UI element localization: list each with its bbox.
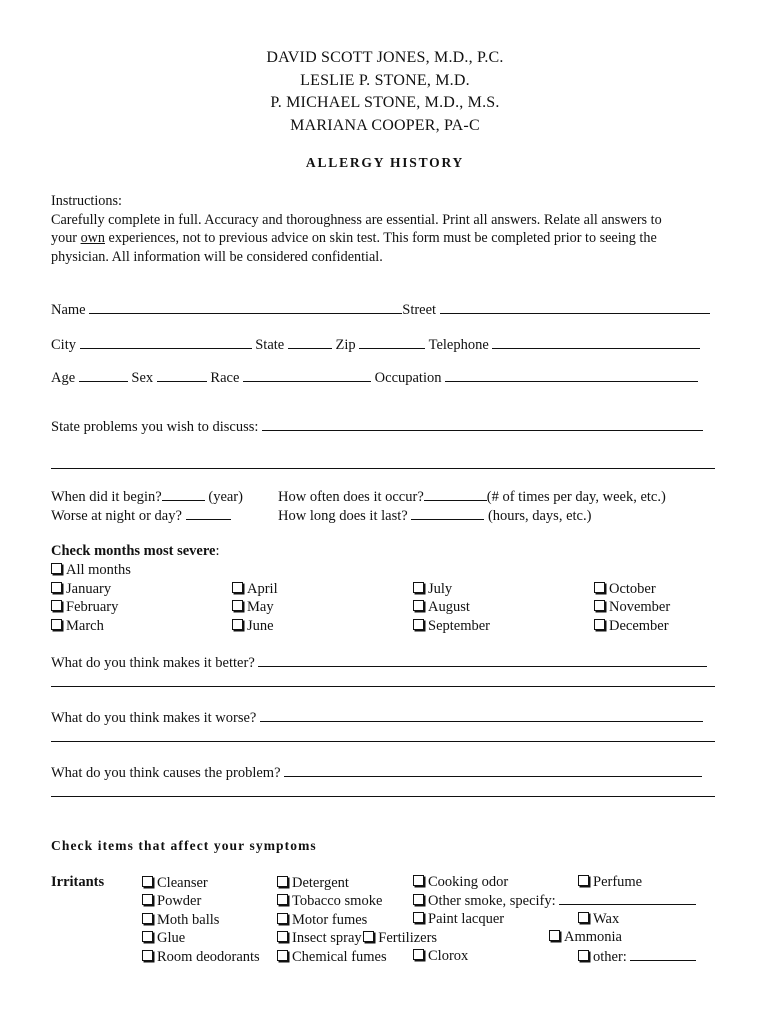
hours-days-label: (hours, days, etc.) <box>487 508 592 524</box>
months-heading-colon: : <box>215 543 220 559</box>
checkbox-icon[interactable] <box>277 950 288 961</box>
checkbox-september[interactable] <box>413 617 490 635</box>
month-label: February <box>66 599 119 616</box>
month-label: All months <box>66 562 131 578</box>
month-label: August <box>428 599 470 616</box>
state-field[interactable] <box>288 336 332 349</box>
state-label: State <box>255 337 285 353</box>
checkbox-cooking-odor[interactable] <box>413 874 508 891</box>
other-field[interactable] <box>630 948 696 961</box>
age-field[interactable] <box>79 369 128 382</box>
times-per-label: (# of times per day, week, etc.) <box>486 489 666 505</box>
checkbox-june[interactable] <box>232 617 278 635</box>
practice-header <box>0 47 770 137</box>
months-column-4 <box>594 580 670 635</box>
irritant-label: Ammonia <box>564 929 622 945</box>
checkbox-all-months[interactable] <box>51 562 131 579</box>
causes-field-line-2[interactable] <box>51 796 715 797</box>
city-field[interactable] <box>80 336 252 349</box>
problems-label: State problems you wish to discuss: <box>51 419 259 435</box>
other-smoke-field[interactable] <box>559 892 696 905</box>
better-field-line-2[interactable] <box>51 686 715 687</box>
checkbox-icon[interactable] <box>549 930 560 941</box>
month-label: June <box>247 617 274 634</box>
worse-night-label: Worse at night or day? <box>51 508 182 524</box>
instructions-heading: Instructions: <box>51 193 122 209</box>
form-title: ALLERGY HISTORY <box>305 155 465 170</box>
symptoms-heading: Check items that affect your symptoms <box>51 838 317 853</box>
month-label: April <box>247 581 278 597</box>
checkbox-clorox[interactable] <box>413 948 468 965</box>
year-label: (year) <box>208 489 243 505</box>
how-often-field[interactable] <box>424 488 487 501</box>
checkbox-icon[interactable] <box>578 950 589 961</box>
checkbox-icon[interactable] <box>413 894 424 905</box>
irritant-label: Detergent <box>292 875 349 891</box>
checkbox-february[interactable] <box>51 598 118 616</box>
irritant-label: Cooking odor <box>428 874 509 890</box>
causes-field[interactable] <box>284 764 702 777</box>
irritant-label: other: <box>593 949 627 965</box>
checkbox-insect-spray[interactable] <box>277 930 362 946</box>
checkbox-july[interactable] <box>413 580 490 598</box>
irritant-label: Motor fumes <box>292 911 368 928</box>
checkbox-perfume[interactable] <box>578 874 642 891</box>
telephone-label: Telephone <box>428 337 489 353</box>
header-line: P. MICHAEL STONE, M.D., M.S. <box>270 94 500 111</box>
checkbox-icon[interactable] <box>413 582 424 593</box>
instructions-text: Carefully complete in full. Accuracy and thoroughness are essential. Print all answers. Relate all answers to <box>51 211 662 228</box>
telephone-field[interactable] <box>492 336 700 349</box>
header-line: DAVID SCOTT JONES, M.D., P.C. <box>266 49 504 66</box>
irritant-label: Cleanser <box>157 875 208 891</box>
worse-night-field[interactable] <box>186 507 231 520</box>
checkbox-icon[interactable] <box>594 582 605 593</box>
checkbox-icon[interactable] <box>578 875 589 886</box>
causes-label: What do you think causes the problem? <box>51 765 281 781</box>
checkbox-icon[interactable] <box>578 912 589 923</box>
worse-field-line-2[interactable] <box>51 741 715 742</box>
city-label: City <box>51 337 76 353</box>
checkbox-icon[interactable] <box>277 913 288 924</box>
checkbox-november[interactable] <box>594 598 670 616</box>
checkbox-wax[interactable] <box>578 911 619 928</box>
irritant-label: Paint lacquer <box>428 911 505 927</box>
better-field[interactable] <box>258 654 707 667</box>
month-label: September <box>428 617 491 634</box>
checkbox-december[interactable] <box>594 617 670 635</box>
checkbox-icon[interactable] <box>413 619 424 630</box>
checkbox-cleanser[interactable] <box>142 874 260 892</box>
street-label: Street <box>402 302 437 318</box>
checkbox-icon[interactable] <box>232 600 243 611</box>
checkbox-other[interactable] <box>578 948 696 966</box>
name-field[interactable] <box>89 301 402 314</box>
months-heading: Check months most severe <box>51 543 216 559</box>
street-field[interactable] <box>440 301 710 314</box>
problems-field-line-2[interactable] <box>51 468 715 469</box>
checkbox-icon[interactable] <box>413 875 424 886</box>
irritant-label: Room deodorants <box>157 948 260 965</box>
month-label: May <box>247 599 274 616</box>
checkbox-room-deodorants[interactable] <box>142 948 260 966</box>
checkbox-icon[interactable] <box>413 600 424 611</box>
checkbox-icon[interactable] <box>142 950 153 961</box>
month-label: January <box>66 581 112 597</box>
checkbox-icon[interactable] <box>142 876 153 887</box>
checkbox-paint-lacquer[interactable] <box>413 911 504 928</box>
when-begin-label: When did it begin? <box>51 489 162 505</box>
zip-field[interactable] <box>359 336 425 349</box>
zip-label: Zip <box>335 337 356 353</box>
months-column-1 <box>51 580 118 635</box>
checkbox-icon[interactable] <box>142 931 153 942</box>
checkbox-icon[interactable] <box>363 931 374 942</box>
irritant-label: Fertilizers <box>378 930 438 947</box>
how-long-field[interactable] <box>411 507 484 520</box>
checkbox-moth-balls[interactable] <box>142 911 260 929</box>
instructions-text: your <box>51 230 81 246</box>
month-label: July <box>428 581 453 597</box>
checkbox-icon[interactable] <box>142 894 153 905</box>
checkbox-august[interactable] <box>413 598 490 616</box>
checkbox-icon[interactable] <box>51 563 62 574</box>
checkbox-icon[interactable] <box>51 619 62 630</box>
checkbox-other-smoke[interactable] <box>413 892 696 910</box>
checkbox-icon[interactable] <box>51 582 62 593</box>
months-column-2 <box>232 580 278 635</box>
checkbox-icon[interactable] <box>413 912 424 923</box>
instructions <box>51 192 731 266</box>
better-label: What do you think makes it better? <box>51 655 255 671</box>
irritant-label: Glue <box>157 930 186 947</box>
age-label: Age <box>51 370 76 386</box>
month-label: October <box>609 581 656 597</box>
irritant-label: Powder <box>157 893 202 910</box>
sex-field[interactable] <box>157 369 207 382</box>
checkbox-icon[interactable] <box>232 582 243 593</box>
worse-label: What do you think makes it worse? <box>51 710 257 726</box>
how-often-label: How often does it occur? <box>278 489 424 505</box>
how-long-label: How long does it last? <box>278 508 408 524</box>
instructions-own: own <box>80 230 105 246</box>
irritants-label: Irritants <box>51 874 105 890</box>
instructions-text: experiences, not to previous advice on skin test. This form must be completed prior to seeing the <box>105 230 657 246</box>
header-line: MARIANA COOPER, PA-C <box>290 116 480 134</box>
problems-field[interactable] <box>262 418 703 431</box>
name-label: Name <box>51 302 86 318</box>
month-label: December <box>609 617 669 634</box>
when-begin-field[interactable] <box>162 488 205 501</box>
checkbox-icon[interactable] <box>51 600 62 611</box>
checkbox-ammonia[interactable] <box>549 929 622 946</box>
months-column-3 <box>413 580 490 635</box>
checkbox-icon[interactable] <box>594 600 605 611</box>
irritant-label: Insect spray <box>292 930 362 947</box>
month-label: November <box>609 599 671 616</box>
irritant-label: Clorox <box>428 948 469 964</box>
irritants-column-1 <box>142 874 260 966</box>
sex-label: Sex <box>131 370 154 386</box>
checkbox-april[interactable] <box>232 580 278 598</box>
checkbox-icon[interactable] <box>232 619 243 630</box>
instructions-text: physician. All information will be considered confidential. <box>51 248 383 265</box>
irritant-label: Tobacco smoke <box>292 893 383 910</box>
checkbox-icon[interactable] <box>277 931 288 942</box>
race-label: Race <box>210 370 240 386</box>
checkbox-icon[interactable] <box>413 949 424 960</box>
header-line: LESLIE P. STONE, M.D. <box>300 71 470 89</box>
checkbox-january[interactable] <box>51 580 118 598</box>
checkbox-october[interactable] <box>594 580 670 598</box>
worse-field[interactable] <box>260 709 703 722</box>
checkbox-powder[interactable] <box>142 892 260 910</box>
checkbox-icon[interactable] <box>142 913 153 924</box>
occupation-field[interactable] <box>445 369 698 382</box>
checkbox-glue[interactable] <box>142 929 260 947</box>
month-label: March <box>66 617 104 634</box>
occupation-label: Occupation <box>374 370 442 386</box>
checkbox-fertilizers[interactable] <box>365 930 437 946</box>
checkbox-icon[interactable] <box>277 876 288 887</box>
checkbox-march[interactable] <box>51 617 118 635</box>
checkbox-icon[interactable] <box>594 619 605 630</box>
irritant-label: Other smoke, specify: <box>428 893 556 909</box>
irritant-label: Perfume <box>593 874 643 890</box>
irritant-label: Chemical fumes <box>292 948 387 965</box>
race-field[interactable] <box>243 369 371 382</box>
checkbox-icon[interactable] <box>277 894 288 905</box>
checkbox-may[interactable] <box>232 598 278 616</box>
irritant-label: Moth balls <box>157 911 220 928</box>
irritant-label: Wax <box>593 911 620 927</box>
